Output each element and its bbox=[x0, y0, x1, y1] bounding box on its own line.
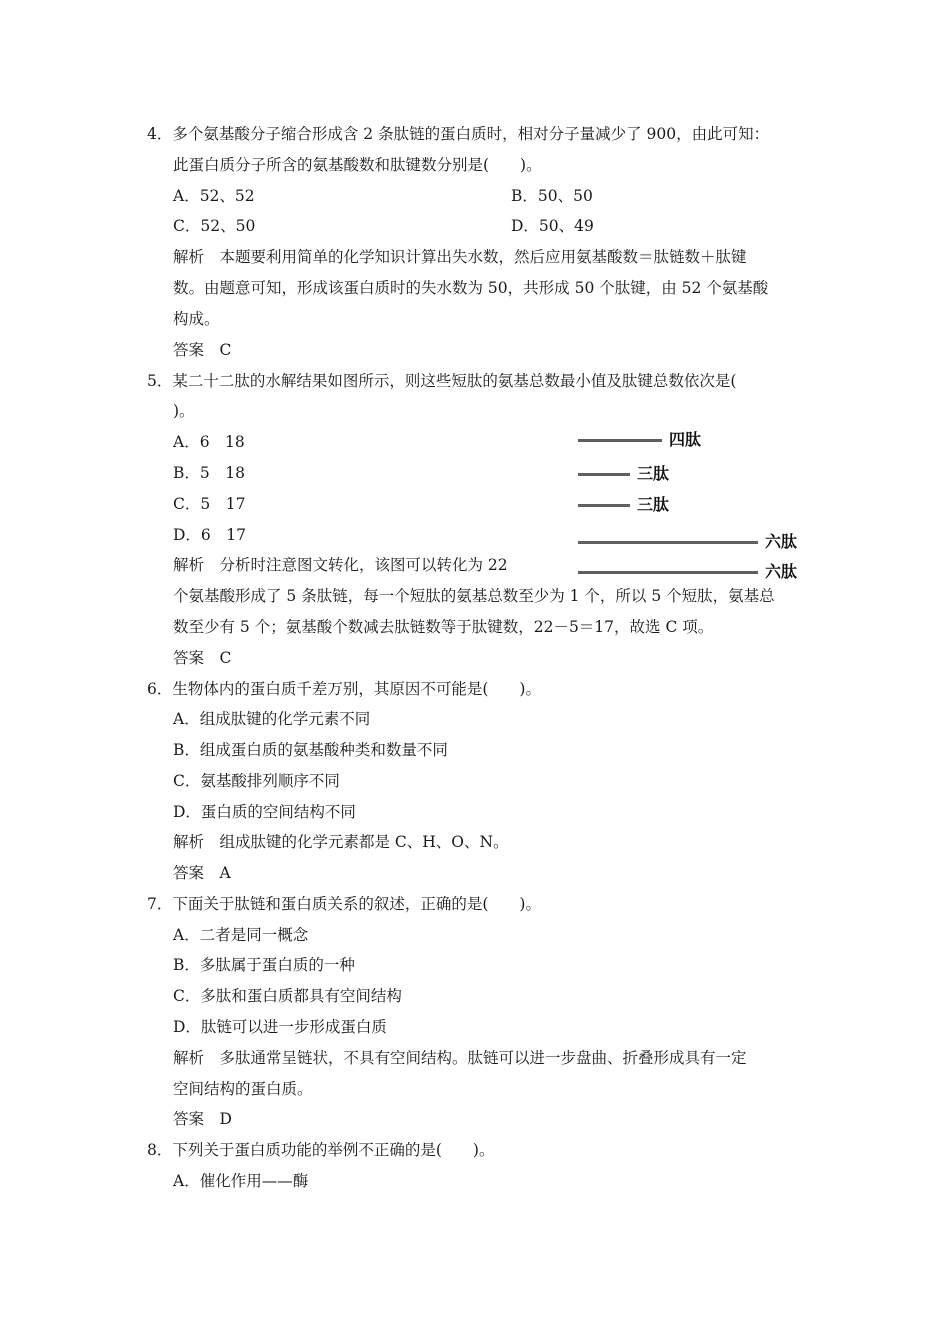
q7-analysis-line-2: 空间结构的蛋白质。 bbox=[173, 1080, 313, 1098]
q4-analysis-line-2: 数。由题意可知，形成该蛋白质时的失水数为 50，共形成 50 个肽键，由 52 个氨基酸 bbox=[173, 279, 769, 297]
q6-analysis: 解析 组成肽键的化学元素都是 C、H、O、N。 bbox=[173, 833, 509, 851]
q6-stem: 6．生物体内的蛋白质千差万别，其原因不可能是( )。 bbox=[147, 680, 541, 698]
q5-option-d: D．6 17 bbox=[173, 526, 247, 544]
q5-stem-line-1: 5．某二十二肽的水解结果如图所示，则这些短肽的氨基总数最小值及肽键总数依次是( bbox=[147, 372, 737, 390]
fragment-bar-tetrapeptide bbox=[578, 439, 662, 442]
q4-option-c: C．52、50 bbox=[173, 217, 256, 235]
q4-stem-line-2: 此蛋白质分子所含的氨基酸数和肽键数分别是( )。 bbox=[173, 156, 542, 174]
q4-option-d: D．50、49 bbox=[511, 217, 594, 235]
q4-option-b: B．50、50 bbox=[511, 187, 593, 205]
fragment-bar-tripeptide-2 bbox=[578, 504, 630, 507]
q5-option-b: B．5 18 bbox=[173, 464, 245, 482]
fragment-label-tripeptide-2: 三肽 bbox=[637, 495, 670, 514]
q6-option-d: D．蛋白质的空间结构不同 bbox=[173, 803, 356, 821]
q7-option-c: C．多肽和蛋白质都具有空间结构 bbox=[173, 987, 402, 1005]
peptide-fragment-diagram bbox=[575, 425, 805, 585]
q4-option-a: A．52、52 bbox=[173, 187, 255, 205]
q7-option-a: A．二者是同一概念 bbox=[173, 926, 309, 944]
q5-option-a: A．6 18 bbox=[173, 433, 245, 451]
q7-option-d: D．肽链可以进一步形成蛋白质 bbox=[173, 1018, 387, 1036]
fragment-label-hexapeptide-2: 六肽 bbox=[765, 562, 798, 581]
fragment-label-tripeptide-1: 三肽 bbox=[637, 464, 670, 483]
q7-stem: 7．下面关于肽链和蛋白质关系的叙述，正确的是( )。 bbox=[147, 895, 541, 913]
q4-answer: 答案 C bbox=[173, 341, 232, 359]
q7-option-b: B．多肽属于蛋白质的一种 bbox=[173, 956, 355, 974]
q6-option-a: A．组成肽键的化学元素不同 bbox=[173, 710, 371, 728]
q6-option-b: B．组成蛋白质的氨基酸种类和数量不同 bbox=[173, 741, 448, 759]
q8-option-a: A．催化作用——酶 bbox=[173, 1172, 309, 1190]
fragment-label-hexapeptide-1: 六肽 bbox=[765, 532, 798, 551]
q5-stem-line-2: )。 bbox=[173, 402, 195, 420]
fragment-bar-tripeptide-1 bbox=[578, 473, 630, 476]
q7-analysis-line-1: 解析 多肽通常呈链状，不具有空间结构。肽链可以进一步盘曲、折叠形成具有一定 bbox=[173, 1049, 747, 1067]
q5-analysis-line-1: 解析 分析时注意图文转化，该图可以转化为 22 bbox=[173, 556, 508, 574]
q6-answer: 答案 A bbox=[173, 864, 231, 882]
q4-analysis-line-3: 构成。 bbox=[173, 310, 220, 328]
q7-answer: 答案 D bbox=[173, 1110, 232, 1128]
q4-stem-line-1: 4．多个氨基酸分子缩合形成含 2 条肽链的蛋白质时，相对分子量减少了 900，由此可知： bbox=[147, 125, 770, 143]
q6-option-c: C．氨基酸排列顺序不同 bbox=[173, 772, 340, 790]
q5-answer: 答案 C bbox=[173, 649, 232, 667]
fragment-label-tetrapeptide: 四肽 bbox=[669, 430, 702, 449]
q8-stem: 8．下列关于蛋白质功能的举例不正确的是( )。 bbox=[147, 1141, 495, 1159]
q5-analysis-line-3: 数至少有 5 个；氨基酸个数减去肽链数等于肽键数，22－5＝17，故选 C 项。 bbox=[173, 618, 714, 636]
q4-analysis-line-1: 解析 本题要利用简单的化学知识计算出失水数，然后应用氨基酸数＝肽链数＋肽键 bbox=[173, 248, 747, 266]
q5-analysis-line-2: 个氨基酸形成了 5 条肽链，每一个短肽的氨基总数至少为 1 个，所以 5 个短肽，氨基总 bbox=[173, 587, 775, 605]
fragment-bar-hexapeptide-1 bbox=[578, 541, 758, 544]
q5-option-c: C．5 17 bbox=[173, 495, 246, 513]
fragment-bar-hexapeptide-2 bbox=[578, 571, 758, 574]
